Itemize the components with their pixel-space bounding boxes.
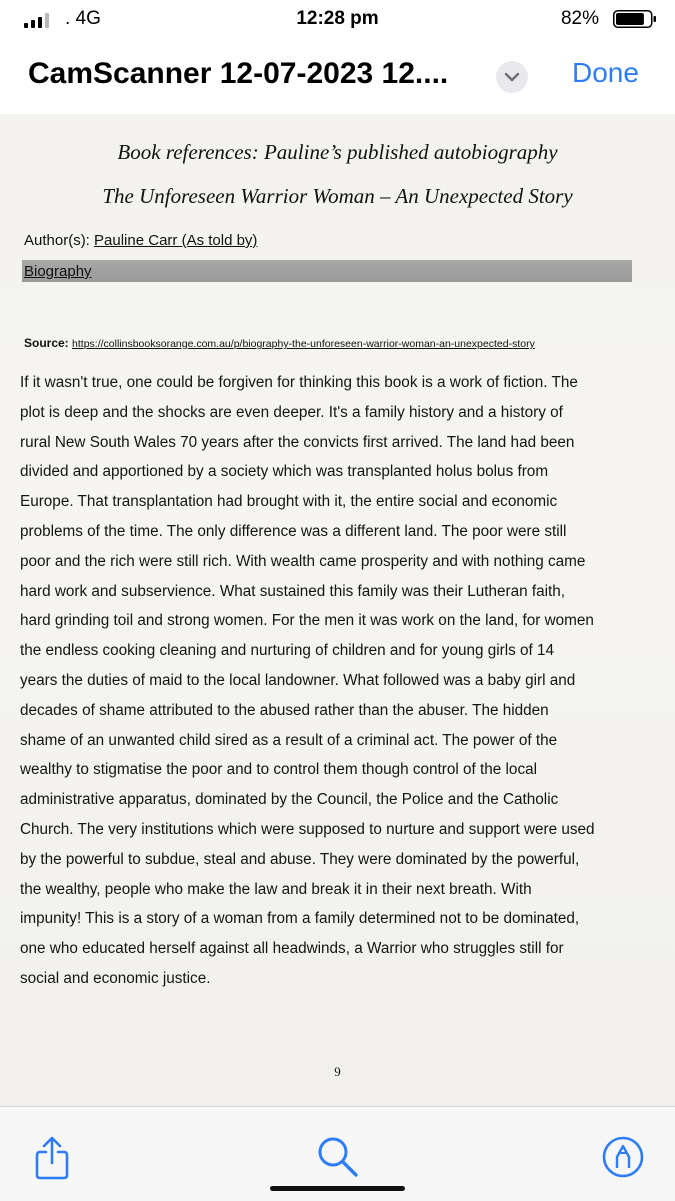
description-line: impunity! This is a story of a woman from a family determined not to be dominated, — [20, 910, 580, 928]
book-title: The Unforeseen Warrior Woman – An Unexpected Story — [102, 184, 573, 208]
book-reference-heading: Book references: Pauline’s published autobiography — [117, 140, 558, 164]
source-label: Source: — [24, 336, 73, 350]
share-icon[interactable] — [32, 1135, 72, 1181]
description-line: If it wasn't true, one could be forgiven for thinking this book is a work of fiction. The — [20, 374, 578, 391]
status-bar — [0, 0, 675, 40]
home-indicator — [270, 1186, 405, 1191]
title-menu-button[interactable] — [496, 61, 528, 93]
description-line: administrative apparatus, dominated by the Council, the Police and the Catholic — [20, 791, 559, 809]
author-line — [24, 232, 257, 249]
markup-pen-icon[interactable] — [601, 1135, 645, 1179]
description-line: years the duties of maid to the local landowner. What followed was a baby girl and — [20, 671, 576, 689]
battery-percentage: 82% — [560, 8, 599, 29]
description-line: decades of shame attributed to the abused rather than the abuser. The hidden — [20, 701, 549, 719]
description-line: shame of an unwanted child sired as a result of a criminal act. The power of the — [20, 731, 558, 749]
document-title: CamScanner 12-07-2023 12.... — [28, 57, 449, 90]
description-line: social and economic justice. — [20, 969, 211, 987]
description-line: one who educated herself against all headwinds, a Warrior who struggles still for — [20, 940, 564, 958]
author-label: Author(s): — [24, 232, 95, 249]
description-line: poor and the rich were still rich. With wealth came prosperity and with nothing came — [20, 552, 586, 570]
author-value: Pauline Carr (As told by) — [94, 232, 258, 249]
description-line: wealthy to stigmatise the poor and to control them though control of the local — [20, 761, 537, 779]
description-line: the wealthy, people who make the law and break it in their next breath. With — [20, 880, 532, 898]
description-line: plot is deep and the shocks are even deeper. It's a family history and a history of — [20, 403, 563, 421]
scanned-page — [0, 114, 675, 1106]
done-button[interactable]: Done — [572, 57, 639, 88]
description-line: hard grinding toil and strong women. For the men it was work on the land, for women — [20, 612, 594, 630]
page-number: 9 — [334, 1064, 341, 1079]
description-line: Church. The very institutions which were supposed to nurture and support were used — [20, 820, 595, 838]
source-url: https://collinsbooksorange.com.au/p/biography-the-unforeseen-warrior-woman-an-unexpected-story — [72, 338, 535, 350]
status-time: 12:28 pm — [296, 8, 379, 29]
genre-highlight-bar — [22, 260, 632, 282]
description-line: by the powerful to subdue, steal and abuse. They were dominated by the powerful, — [20, 850, 580, 868]
description-line: divided and apportioned by a society which was transplanted holus bolus from — [20, 463, 549, 481]
description-line: the endless cooking cleaning and nurturing of children and for young girls of 14 — [20, 642, 555, 660]
description-line: Europe. That transplantation had brought with it, the entire social and economic — [20, 493, 558, 511]
carrier-label: . 4G — [65, 8, 101, 29]
chevron-down-icon — [504, 71, 520, 83]
source-line — [24, 336, 535, 350]
description-line: rural New South Wales 70 years after the convicts first arrived. The land had been — [20, 433, 575, 451]
description-line: hard work and subservience. What sustained this family was their Lutheran faith, — [20, 582, 566, 600]
battery-icon — [613, 10, 657, 28]
description-line: problems of the time. The only difference was a different land. The poor were still — [20, 522, 567, 540]
book-description — [20, 368, 660, 994]
search-icon[interactable] — [316, 1135, 360, 1179]
genre-label: Biography — [24, 263, 92, 280]
